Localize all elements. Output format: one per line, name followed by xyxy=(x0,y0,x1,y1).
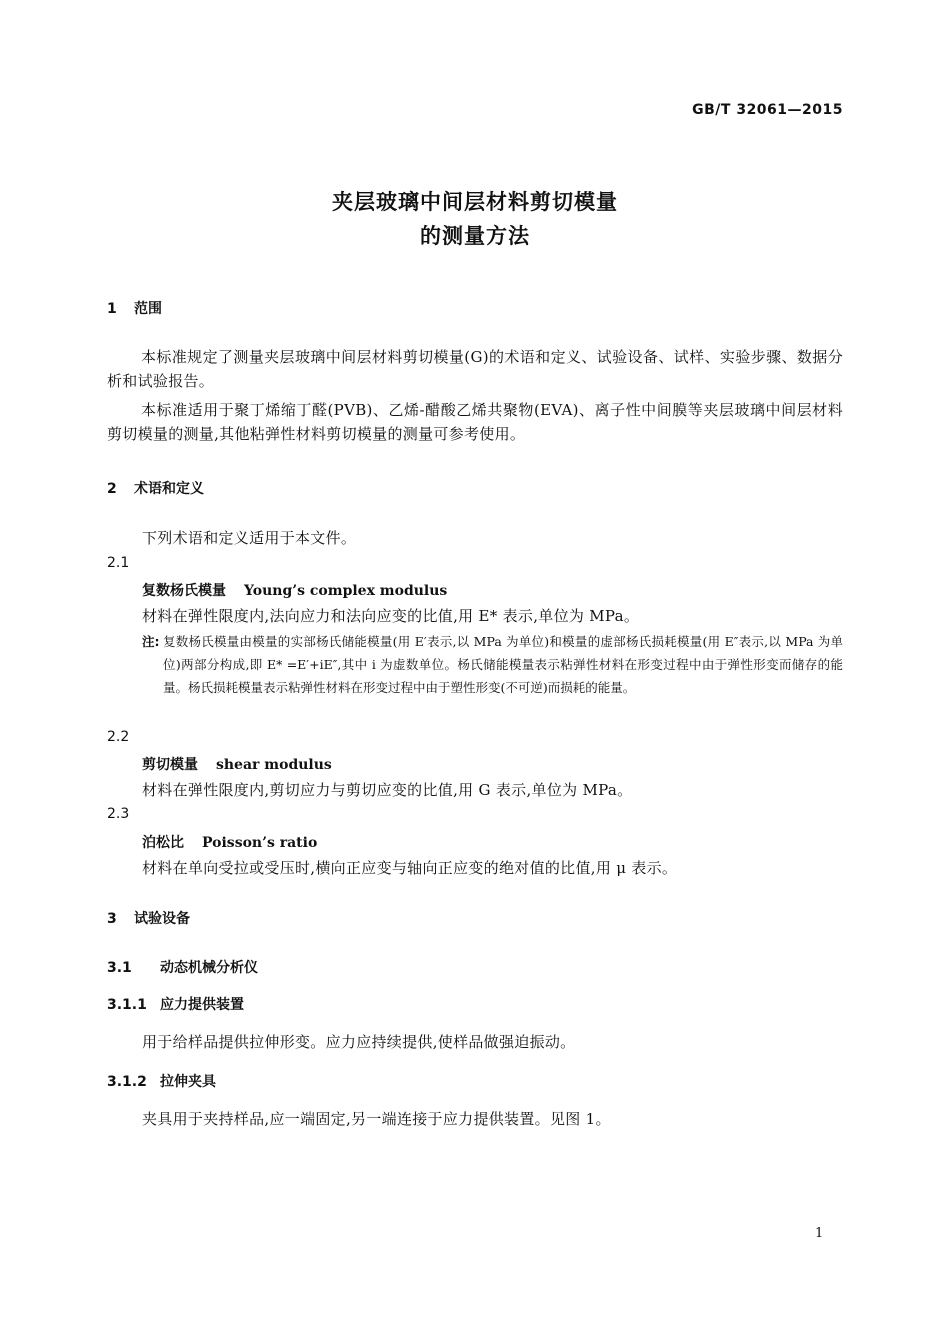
section-3-1-2-text: 夹具用于夹持样品,应一端固定,另一端连接于应力提供装置。见图 1。 xyxy=(142,1110,611,1128)
section-title: 应力提供装置 xyxy=(160,997,244,1013)
term-2-2-number: 2.2 xyxy=(107,729,130,745)
section-2-heading xyxy=(107,478,204,498)
section-number: 3.1.1 xyxy=(107,997,147,1013)
term-2-1-number: 2.1 xyxy=(107,555,130,571)
section-number: 2 xyxy=(107,481,117,497)
section-title: 试验设备 xyxy=(134,911,190,927)
term-2-3-heading xyxy=(142,832,317,852)
section-3-1-1-heading xyxy=(107,994,244,1014)
document-title-line1: 夹层玻璃中间层材料剪切模量 xyxy=(332,190,618,214)
term-2-1-note xyxy=(142,630,843,699)
term-english: Poisson’s ratio xyxy=(202,835,318,851)
section-1-heading xyxy=(107,298,162,318)
page-number: 1 xyxy=(815,1226,824,1241)
section-number: 1 xyxy=(107,301,117,317)
document-title-line2: 的测量方法 xyxy=(420,224,530,248)
section-3-1-1-text: 用于给样品提供拉伸形变。应力应持续提供,使样品做强迫振动。 xyxy=(142,1033,576,1051)
section-number: 3 xyxy=(107,911,117,927)
term-2-1-definition: 材料在弹性限度内,法向应力和法向应变的比值,用 E* 表示,单位为 MPa。 xyxy=(142,607,640,625)
term-chinese: 复数杨氏模量 xyxy=(142,583,226,599)
term-chinese: 泊松比 xyxy=(142,835,184,851)
term-2-2-definition: 材料在弹性限度内,剪切应力与剪切应变的比值,用 G 表示,单位为 MPa。 xyxy=(142,781,633,799)
section-3-heading xyxy=(107,908,190,928)
section-3-1-2-heading xyxy=(107,1071,216,1091)
term-2-2-heading xyxy=(142,754,332,774)
term-english: Young’s complex modulus xyxy=(244,583,448,599)
section-number: 3.1 xyxy=(107,960,132,976)
section-title: 动态机械分析仪 xyxy=(160,960,258,976)
standard-number: GB/T 32061—2015 xyxy=(692,102,843,118)
section-number: 3.1.2 xyxy=(107,1074,147,1090)
section-title: 拉伸夹具 xyxy=(160,1074,216,1090)
paragraph-scope-1: 本标准规定了测量夹层玻璃中间层材料剪切模量(G)的术语和定义、试验设备、试样、实验步骤、数据分析和试验报告。 xyxy=(107,348,843,390)
term-2-3-number: 2.3 xyxy=(107,806,130,822)
term-2-1-heading xyxy=(142,580,447,600)
term-chinese: 剪切模量 xyxy=(142,757,198,773)
note-label: 注: xyxy=(142,634,160,649)
term-2-3-definition: 材料在单向受拉或受压时,横向正应变与轴向正应变的绝对值的比值,用 μ 表示。 xyxy=(142,859,678,877)
terms-intro: 下列术语和定义适用于本文件。 xyxy=(142,529,357,547)
term-english: shear modulus xyxy=(216,757,332,773)
note-text: 复数杨氏模量由模量的实部杨氏储能模量(用 E′表示,以 MPa 为单位)和模量的虚部杨氏损耗模量(用 E″表示,以 MPa 为单位)两部分构成,即 E* =E′+iE″,其中 i 为虚数单位。杨氏储能模量表示粘弹性材料在形变过程中由于弹性形变而储存的能量。杨氏损耗模量表示粘弹性材料在形变过程中由于塑性形变(不可逆)而损耗的能量。 xyxy=(163,634,843,695)
section-title: 范围 xyxy=(134,301,162,317)
section-3-1-heading xyxy=(107,957,258,977)
section-title: 术语和定义 xyxy=(134,481,204,497)
paragraph-scope-2: 本标准适用于聚丁烯缩丁醛(PVB)、乙烯-醋酸乙烯共聚物(EVA)、离子性中间膜等夹层玻璃中间层材料剪切模量的测量,其他粘弹性材料剪切模量的测量可参考使用。 xyxy=(107,401,843,443)
